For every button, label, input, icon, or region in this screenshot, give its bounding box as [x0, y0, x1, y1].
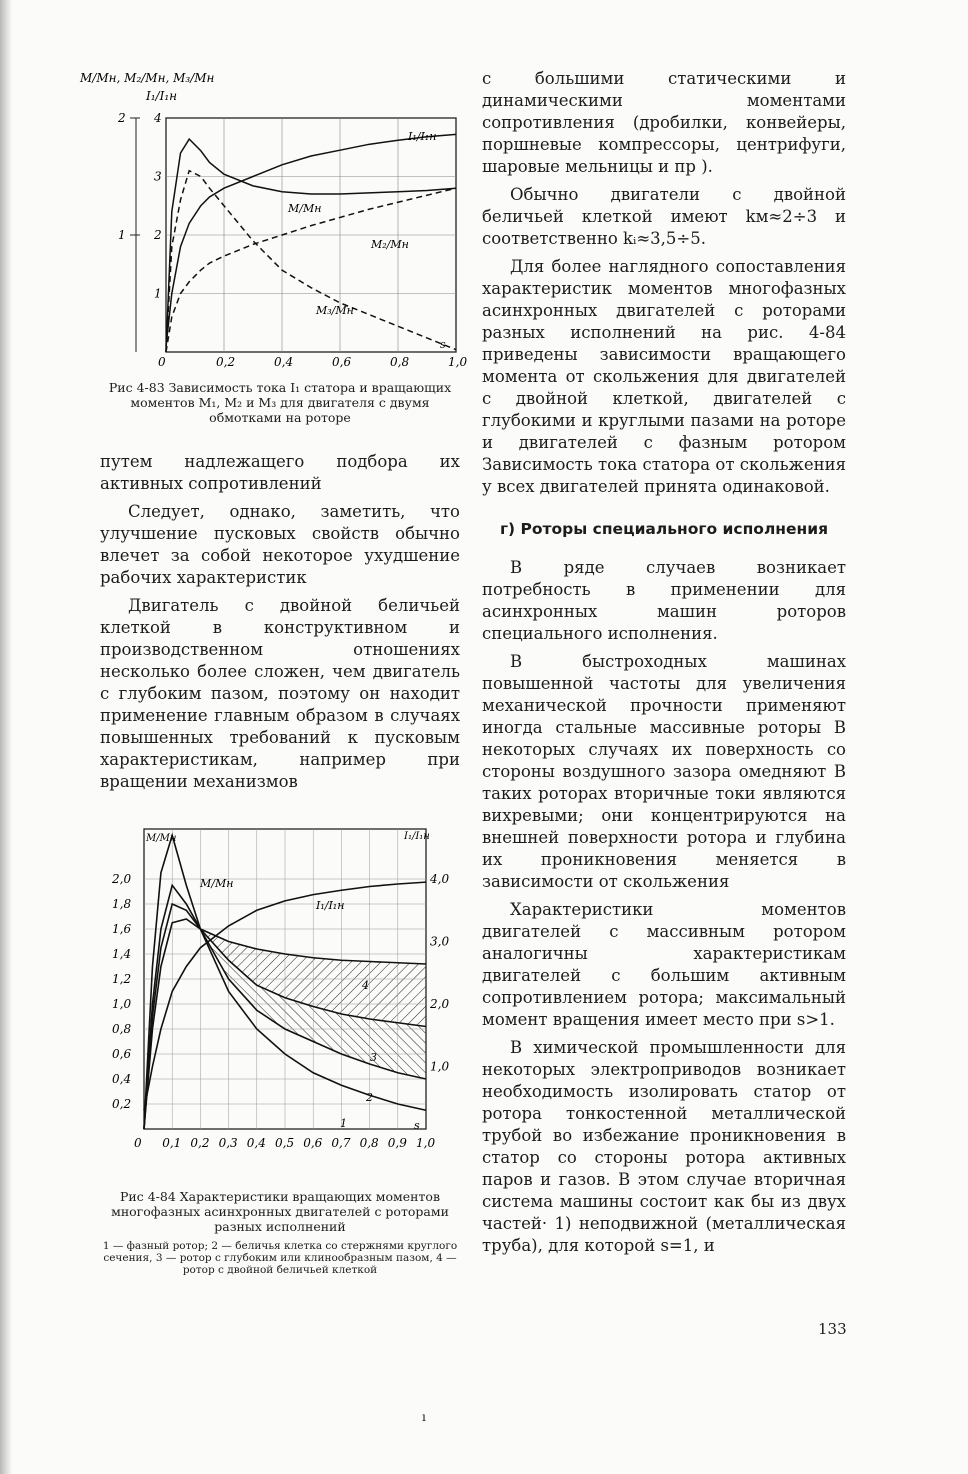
fig484-left-tick: 2,0	[112, 872, 132, 886]
fig484-curve-label: I₁/I₁н	[316, 899, 345, 912]
fig483-left-tick: 2	[118, 111, 126, 125]
fig484-right-tick: 4,0	[430, 872, 450, 886]
left-paragraph-1: путем надлежащего подбора их активных сопротивлений	[100, 452, 460, 493]
right-column	[482, 68, 846, 1263]
fig483-right-tick: 3	[154, 169, 162, 184]
figure-4-84-caption: Рис 4-84 Характеристики вращающих моментов многофазных асинхронных двигателей с роторами разных исполнений	[111, 1189, 449, 1234]
fig483-x-tick: 0,2	[216, 355, 236, 369]
fig484-left-tick: 0,2	[112, 1097, 132, 1111]
figure-4-83-caption: Рис 4-83 Зависимость тока I₁ статора и вращающих моментов M₁, M₂ и M₃ для двигателя с двумя обмотками на роторе	[108, 380, 452, 425]
fig483-curve-label: M/Mн	[288, 202, 322, 215]
fig484-curve-label: 2	[366, 1091, 373, 1104]
fig483-x-tick: 0,4	[274, 355, 294, 369]
fig483-left-tick: 1	[118, 228, 126, 242]
left-paragraph-3: Двигатель с двойной беличьей клеткой в конструктивном и производственном отношениях несколько более сложен, чем двигатель с глубоким пазом, поэтому он находит применение главным образом в случаях повышенных требований к пусковым характеристикам, например при вращении механизмов	[100, 596, 460, 791]
left-column	[80, 62, 468, 1276]
right-paragraph-3: Для более наглядного сопоставления характеристик моментов многофазных асинхронных двигателей с роторами разных исполнений на рис. 4-84 приведены зависимости вращающего момента от скольжения для двигателей с двойной клеткой, двигателей с глубокими и круглыми пазами на роторе и двигателей с фазным ротором Зависимость тока статора от скольжения у всех двигателей принята одинаковой.	[482, 257, 846, 496]
fig484-x-tick: 0,8	[359, 1136, 379, 1150]
fig484-left-tick: 1,4	[112, 947, 132, 961]
fig484-x-tick: 0,4	[246, 1136, 266, 1150]
fig483-x-tick: 1,0	[448, 355, 468, 369]
fig484-right-tick: 3,0	[430, 934, 450, 949]
fig484-curve-label: 4	[362, 979, 369, 992]
fig484-left-tick: 1,2	[112, 972, 132, 986]
fig483-x-tick: 0	[158, 355, 166, 369]
left-paragraph-2: Следует, однако, заметить, что улучшение пусковых свойств обычно влечет за собой некоторое ухудшение рабочих характеристик	[100, 502, 460, 587]
fig484-left-tick: 1,6	[112, 922, 132, 936]
fig484-left-tick: 1,8	[112, 897, 132, 911]
fig484-left-tick: 0,6	[112, 1047, 132, 1061]
fig483-right-tick: 4	[154, 111, 162, 125]
fig483-x-tick: 0,8	[390, 355, 410, 369]
book-spine-shadow	[0, 0, 12, 1474]
fig484-x-tick: 0	[134, 1136, 142, 1150]
fig484-left-tick: 1,0	[112, 997, 132, 1011]
fig483-left-axis-header: M/Mн, M₂/Mн, M₃/Mн	[80, 71, 215, 85]
right-paragraph-2: Обычно двигатели с двойной беличьей клеткой имеют kм≈2÷3 и соответственно kᵢ≈3,5÷5.	[482, 185, 846, 248]
fig483-curve-label: I₁/I₁н	[408, 130, 437, 143]
fig484-x-tick: 0,3	[218, 1136, 238, 1150]
fig484-x-tick: 1,0	[416, 1136, 436, 1150]
page-number: 133	[818, 1320, 847, 1338]
fig484-x-tick: 0,5	[275, 1136, 295, 1150]
fig484-curve-label: 3	[370, 1051, 377, 1064]
fig484-curve-label: 1	[340, 1117, 347, 1130]
fig484-right-axis-header: I₁/I₁н	[404, 831, 430, 842]
fig484-x-tick: 0,7	[331, 1136, 351, 1150]
fig483-curve-label: M₃/Mн	[316, 304, 354, 317]
right-paragraph-6: Характеристики моментов двигателей с массивным ротором аналогичны характеристикам двигателей с большим активным сопротивлением ротора; максимальный момент вращения имеет место при s>1.	[482, 900, 846, 1029]
fig483-right-tick: 2	[154, 228, 162, 242]
fig484-curve-label: s	[414, 1119, 420, 1132]
section-title: г) Роторы специального исполнения	[499, 520, 829, 538]
fig483-curve-label: M₂/Mн	[371, 238, 409, 251]
fig483-right-tick: 1	[154, 286, 162, 301]
right-paragraph-5: В быстроходных машинах повышенной частоты для увеличения механической прочности применяют иногда стальные массивные роторы В некоторых случаях их поверхность со стороны воздушного зазора омедняют В таких роторах вторичные токи являются вихревыми; они концентрируются на внешней поверхности ротора и глубина их проникновения меняется в зависимости от скольжения	[482, 652, 846, 891]
fig484-left-tick: 0,8	[112, 1022, 132, 1036]
fig483-right-axis-header: I₁/I₁н	[146, 89, 178, 103]
fig484-left-tick: 0,4	[112, 1072, 132, 1086]
fig484-x-tick: 0,2	[190, 1136, 210, 1150]
right-paragraph-1: с большими статическими и динамическими моментами сопротивления (дробилки, конвейеры, поршневые компрессоры, центрифуги, шаровые мельницы и пр ).	[482, 69, 846, 176]
figure-4-84-chart	[100, 807, 462, 1179]
fig483-x-tick: 0,6	[332, 355, 352, 369]
fig484-curve-label: M/Mн	[200, 877, 234, 890]
figure-4-83-chart	[80, 62, 468, 372]
fig483-series-line	[166, 139, 456, 352]
fig484-left-axis-header: M/Mн	[146, 833, 177, 844]
fig483-series-line	[166, 134, 456, 346]
fig484-x-tick: 0,1	[162, 1136, 182, 1150]
stray-mark: ı	[422, 1410, 426, 1424]
figure-4-84-legend: 1 — фазный ротор; 2 — беличья клетка со стержнями круглого сечения, 3 — ротор с глубоким или клинообразным пазом, 4 — ротор с двойной беличьей клеткой	[102, 1240, 458, 1276]
fig484-right-tick: 2,0	[430, 997, 450, 1011]
fig483-curve-label: s	[440, 338, 446, 351]
fig484-right-tick: 1,0	[430, 1059, 450, 1074]
right-paragraph-7: В химической промышленности для некоторых электроприводов возникает необходимость изолировать статор от ротора тонкостенной металлической трубой во избежание проникновения в статор со стороны ротора активных паров и газов. В этом случае вторичная система машины состоит как бы из двух частей· 1) неподвижной (металлическая труба), для которой s=1, и	[482, 1038, 846, 1255]
fig484-x-tick: 0,9	[387, 1136, 407, 1150]
right-paragraph-4: В ряде случаев возникает потребность в применении для асинхронных машин роторов специального исполнения.	[482, 558, 846, 643]
fig484-x-tick: 0,6	[303, 1136, 323, 1150]
